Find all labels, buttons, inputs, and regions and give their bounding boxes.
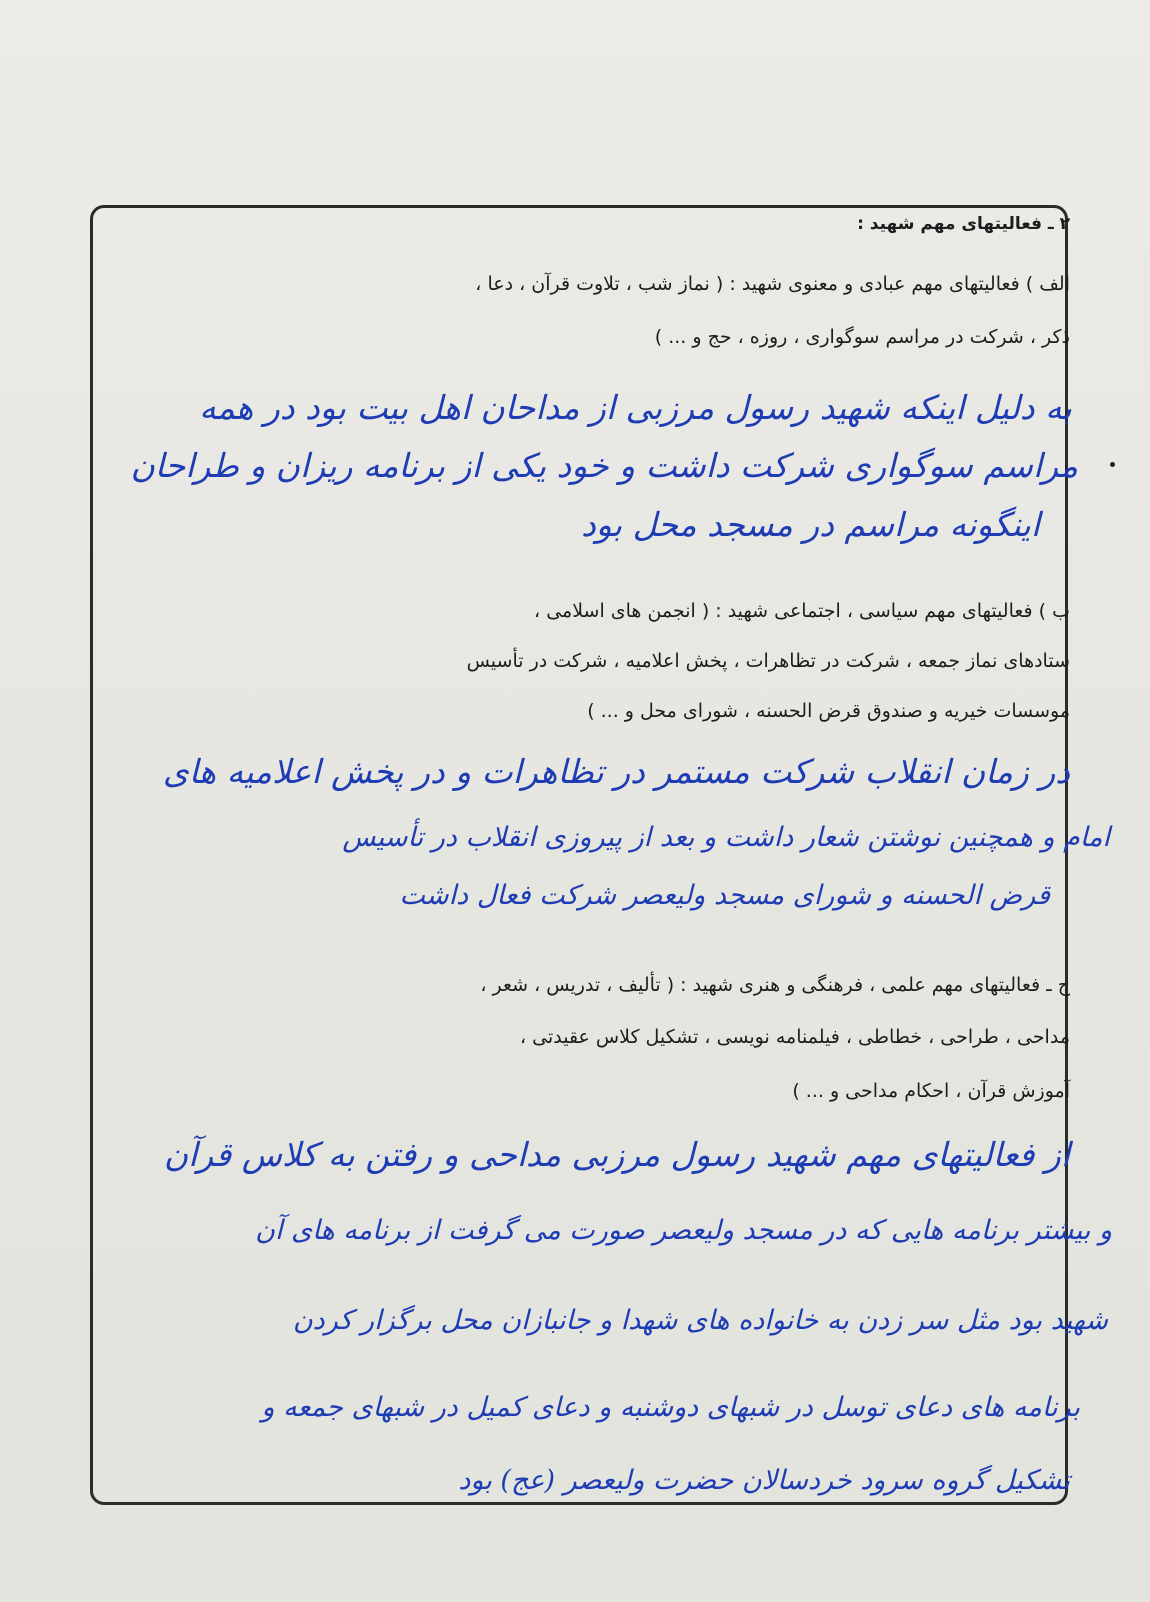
section-c-handwritten-line-2: و بیشتر برنامه هایی که در مسجد ولیعصر صورت می گرفت از برنامه های آن [255,1215,1112,1246]
section-b-printed-line-2: ستادهای نماز جمعه ، شرکت در تظاهرات ، پخش اعلامیه ، شرکت در تأسیس [466,650,1070,672]
section-b-handwritten-line-1: در زمان انقلاب شرکت مستمر در تظاهرات و در پخش اعلامیه های [162,752,1070,791]
section-a-handwritten-line-2: مراسم سوگواری شرکت داشت و خود یکی از برنامه ریزان و طراحان [130,446,1078,485]
section-b-handwritten-line-3: قرض الحسنه و شورای مسجد ولیعصر شرکت فعال داشت [399,880,1050,911]
section-c-handwritten-line-5: تشکیل گروه سرود خردسالان حضرت ولیعصر (عج) بود [458,1465,1070,1496]
section-c-handwritten-line-4: برنامه های دعای توسل در شبهای دوشنبه و دعای کمیل در شبهای جمعه و [261,1392,1080,1423]
section-c-handwritten-line-1: از فعالیتهای مهم شهید رسول مرزبی مداحی و رفتن به کلاس قرآن [163,1135,1070,1174]
section-c-handwritten-line-3: شهید بود مثل سر زدن به خانواده های شهدا و جانبازان محل برگزار کردن [292,1305,1108,1336]
section-b-printed-line-3: موسسات خیریه و صندوق قرض الحسنه ، شورای محل و ... ) [587,700,1070,722]
section-a-handwritten-line-1: به دلیل اینکه شهید رسول مرزبی از مداحان اهل بیت بود در همه [199,388,1072,427]
section-a-handwritten-line-3: اینگونه مراسم در مسجد محل بود [581,505,1040,544]
section-c-printed-line-1: ج ـ فعالیتهای مهم علمی ، فرهنگی و هنری شهید : ( تألیف ، تدریس ، شعر ، [480,974,1070,996]
section-b-handwritten-line-2: امام و همچنین نوشتن شعار داشت و بعد از پیروزی انقلاب در تأسیس [342,822,1110,853]
section-b-printed-line-1: ب ) فعالیتهای مهم سیاسی ، اجتماعی شهید : ( انجمن های اسلامی ، [534,600,1070,622]
section-a-printed-line-2: ذکر ، شرکت در مراسم سوگواری ، روزه ، حج و ... ) [654,326,1070,348]
section-heading: ۲ ـ فعالیتهای مهم شهید : [857,214,1070,234]
section-a-printed-line-1: الف ) فعالیتهای مهم عبادی و معنوی شهید : ( نماز شب ، تلاوت قرآن ، دعا ، [475,273,1070,295]
section-c-printed-line-3: آموزش قرآن ، احکام مداحی و ... ) [792,1080,1070,1102]
margin-dot [1110,462,1115,467]
section-c-printed-line-2: مداحی ، طراحی ، خطاطی ، فیلمنامه نویسی ، تشکیل کلاس عقیدتی ، [519,1026,1070,1048]
